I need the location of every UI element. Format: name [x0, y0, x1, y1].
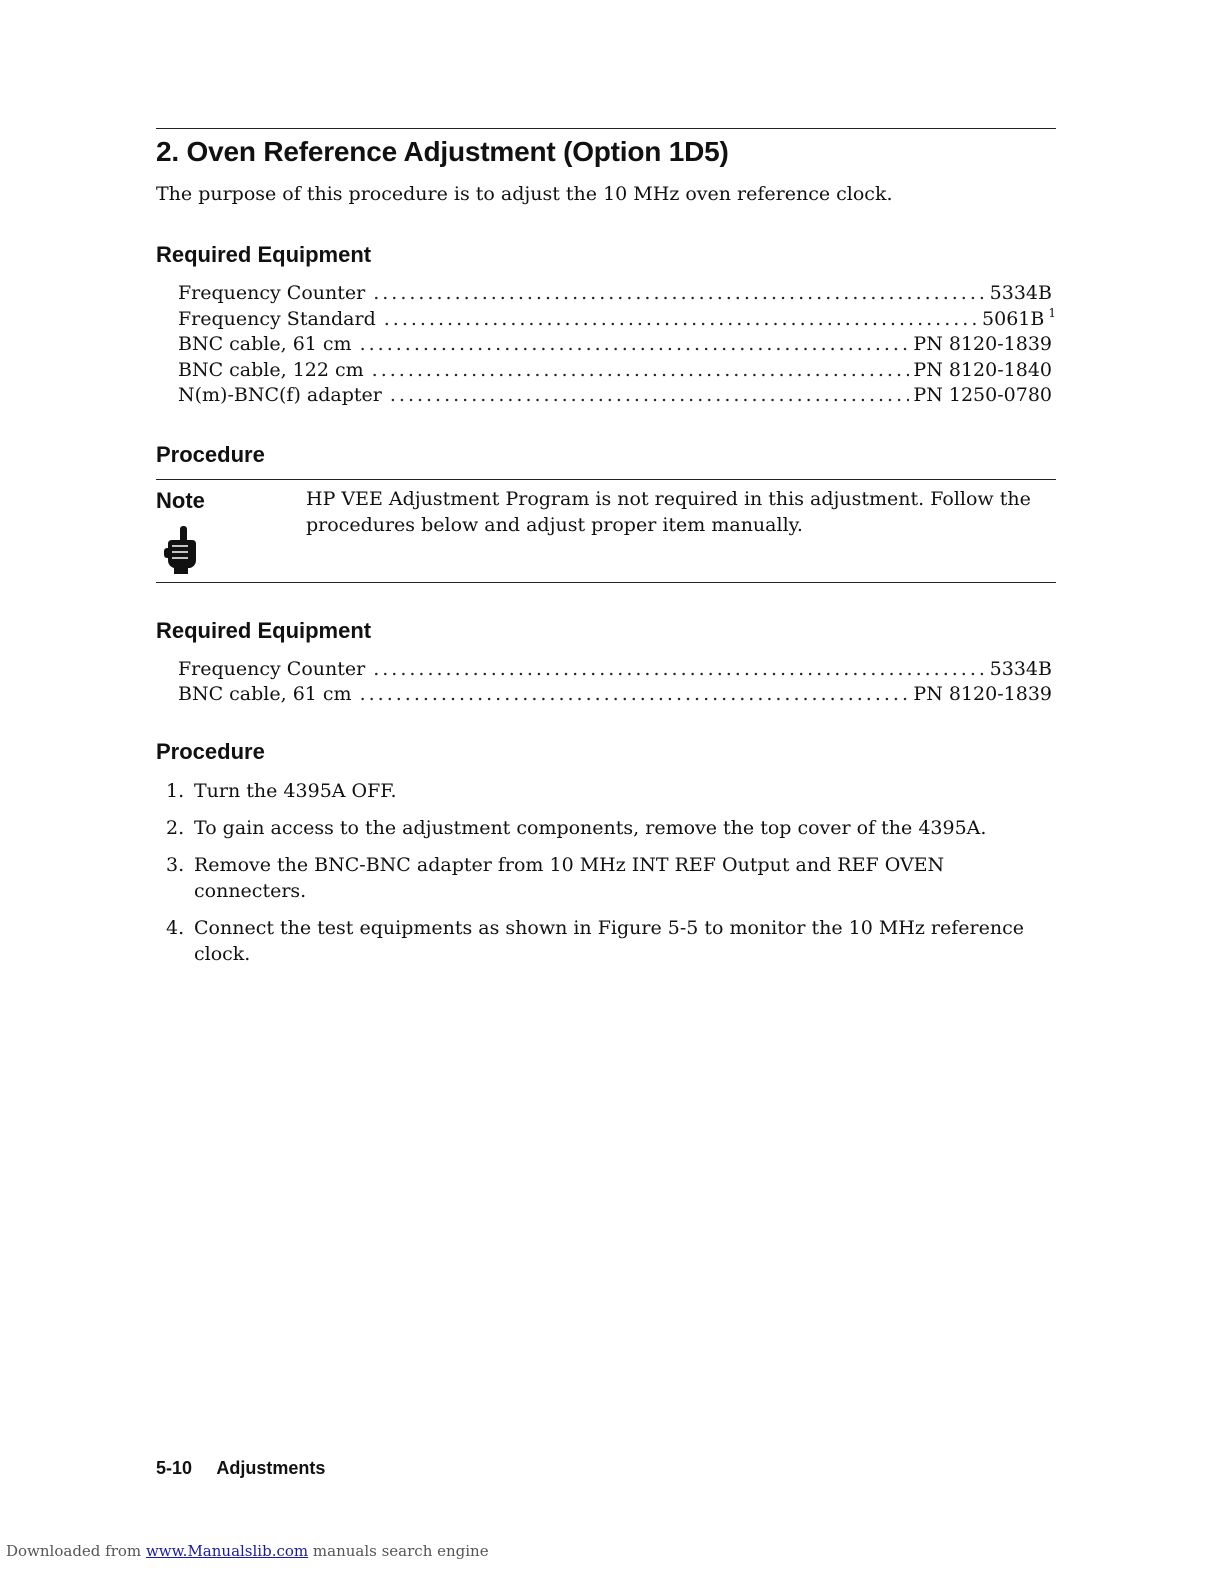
step-text: Remove the BNC-BNC adapter from 10 MHz INT REF Output and REF OVEN [194, 853, 945, 876]
equipment-value: PN 1250-0780 [913, 384, 1052, 406]
equipment-row [178, 358, 1056, 384]
step-number: 4. [166, 916, 185, 939]
footnote-marker: 1 [1048, 305, 1056, 320]
page-title: 2. Oven Reference Adjustment (Option 1D5) [156, 136, 729, 167]
procedure-steps [156, 778, 1056, 967]
download-notice [6, 1542, 489, 1560]
required-equipment-heading-2: Required Equipment [156, 617, 372, 643]
dot-leader [384, 307, 978, 333]
procedure-step [156, 915, 1056, 967]
intro-paragraph: The purpose of this procedure is to adjust the 10 MHz oven reference clock. [156, 183, 893, 205]
step-text-continued: connecters. [194, 879, 307, 902]
note-text [306, 486, 1046, 538]
dot-leader [372, 358, 910, 384]
equipment-name: BNC cable, 61 cm [178, 333, 352, 355]
page-number: 5-10 [156, 1458, 193, 1478]
equipment-value: 5334B [989, 282, 1052, 304]
equipment-name: BNC cable, 122 cm [178, 358, 364, 381]
equipment-value: PN 8120-1839 [913, 683, 1052, 705]
equipment-value: PN 8120-1840 [913, 358, 1052, 381]
procedure-step [156, 852, 1056, 904]
title-rule [156, 128, 1056, 129]
download-suffix: manuals search engine [312, 1542, 489, 1560]
required-equipment-heading-1: Required Equipment [156, 242, 372, 267]
step-text: To gain access to the adjustment components, remove the top cover of the 4395A. [194, 816, 987, 839]
page-footer [156, 1458, 325, 1479]
equipment-row [178, 657, 1056, 683]
note-line: HP VEE Adjustment Program is not required in this adjustment. Follow the [306, 487, 1031, 510]
step-text-continued: clock. [194, 942, 251, 965]
equipment-row [178, 383, 1056, 409]
dot-leader [373, 281, 985, 307]
equipment-name: Frequency Counter [178, 282, 366, 304]
equipment-list-2 [178, 657, 1056, 708]
equipment-row [178, 307, 1056, 333]
step-number: 3. [166, 853, 185, 876]
dot-leader [360, 332, 910, 358]
procedure-step [156, 778, 1056, 804]
note-label: Note [156, 487, 205, 513]
manualslib-link[interactable]: www.Manualslib.com [145, 1542, 309, 1560]
dot-leader [390, 383, 910, 409]
equipment-name: Frequency Standard [178, 307, 376, 330]
download-prefix: Downloaded from [6, 1542, 142, 1560]
footer-section: Adjustments [216, 1458, 326, 1478]
procedure-heading-1: Procedure [156, 441, 265, 467]
dot-leader [360, 682, 910, 708]
procedure-step [156, 815, 1056, 841]
equipment-value: 5334B [989, 657, 1052, 680]
note-box [156, 479, 1056, 583]
page-content [156, 128, 1056, 978]
equipment-name: N(m)-BNC(f) adapter [178, 384, 382, 406]
equipment-row [178, 682, 1056, 708]
equipment-name: Frequency Counter [178, 657, 366, 680]
equipment-value: 5061B $^1$ [982, 305, 1056, 330]
equipment-list-1 [178, 281, 1056, 409]
dot-leader [373, 657, 985, 683]
step-text: Connect the test equipments as shown in Figure 5-5 to monitor the 10 MHz reference [194, 916, 1024, 939]
step-text: Turn the 4395A OFF. [194, 779, 397, 802]
note-line: procedures below and adjust proper item manually. [306, 513, 803, 536]
equipment-value: PN 8120-1839 [913, 333, 1052, 355]
equipment-row [178, 281, 1056, 307]
step-number: 1. [166, 779, 185, 802]
procedure-heading-2: Procedure [156, 738, 265, 764]
step-number: 2. [166, 816, 185, 839]
equipment-row [178, 332, 1056, 358]
pointing-hand-icon [162, 524, 198, 574]
equipment-name: BNC cable, 61 cm [178, 683, 352, 705]
